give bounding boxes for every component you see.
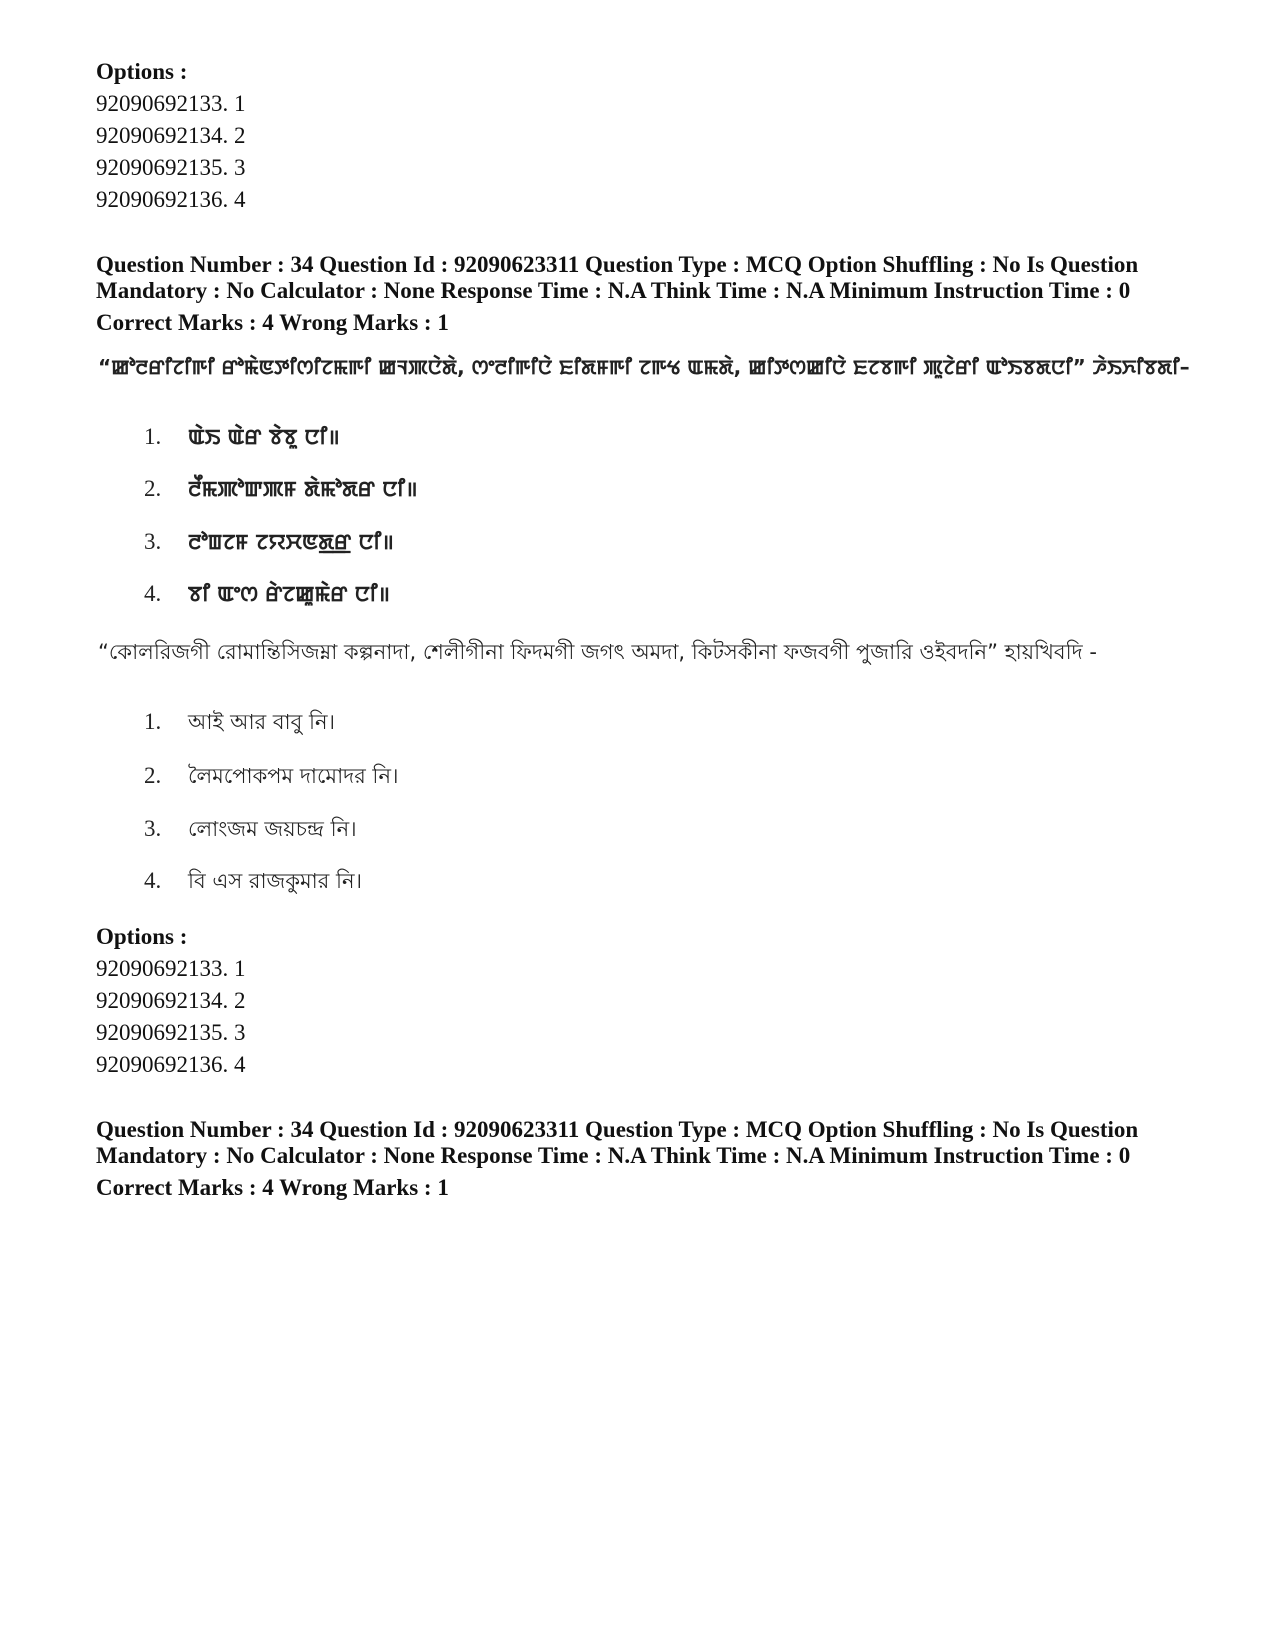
choice-text: আই আর বাবু নি। (188, 710, 336, 734)
option-line: 92090692135. 3 (96, 1020, 246, 1045)
option-line: 92090692134. 2 (96, 988, 246, 1013)
options-label: Options : (96, 59, 188, 84)
option-line: 92090692133. 1 (96, 91, 246, 116)
question-meta-2 (96, 1117, 1186, 1201)
option-line: 92090692135. 3 (96, 155, 246, 180)
choice-text: লৈমপোকপম দামোদর নি। (188, 764, 399, 788)
question-text-meitei: “ꯀꯣꯂꯔꯤꯖꯤꯒꯤ ꯔꯣꯃꯥꯟꯇꯤꯁꯤꯖꯃꯒꯤ ꯀꯜꯄꯅꯥꯗꯥ, ꯁꯦꯂꯤꯒꯤꯅꯥ ꯐꯤꯗꯝꯒꯤ ꯖꯒꯠ ꯑꯃꯗꯥ, ꯀꯤꯇꯁꯀꯤꯅꯥ ꯐꯖꯕꯒꯤ ꯄꯨꯖꯥꯔꯤ ꯑꯣꯏꯕꯗꯅꯤ” ꯍꯥꯏꯈꯤꯕꯗꯤ– (98, 355, 1190, 379)
question-meta-line: Question Number : 34 Question Id : 92090623311 Question Type : MCQ Option Shuffling : No Is Question (96, 252, 1139, 277)
answer-choice (144, 422, 1044, 452)
choice-text: বি এস রাজকুমার নি। (188, 869, 363, 893)
choice-number: 1. (144, 424, 162, 449)
answer-choice (144, 474, 1044, 504)
answer-choice (144, 527, 1044, 557)
question-marks: Correct Marks : 4 Wrong Marks : 1 (96, 310, 449, 335)
choice-number: 3. (144, 816, 162, 841)
choice-text: ꯂꯩꯃꯄꯣꯛꯄꯝ ꯗꯥꯃꯣꯗꯔ ꯅꯤ॥ (188, 477, 418, 501)
question-meta-1 (96, 252, 1186, 336)
answer-choice (144, 707, 1044, 737)
choice-text: ꯑꯥꯏ ꯑꯥꯔ ꯕꯥꯕꯨ ꯅꯤ॥ (188, 425, 340, 449)
choice-text: ꯂꯣꯡꯖꯝ ꯖꯌꯆꯟꯗ꯭ꯔ ꯅꯤ॥ (188, 530, 394, 554)
options-block-top (96, 56, 1186, 216)
question-marks: Correct Marks : 4 Wrong Marks : 1 (96, 1175, 449, 1200)
answer-choice (144, 579, 1044, 609)
options-label: Options : (96, 924, 188, 949)
answer-choice (144, 761, 1044, 791)
question-meta-line: Question Number : 34 Question Id : 92090623311 Question Type : MCQ Option Shuffling : No Is Question (96, 1117, 1139, 1142)
choice-number: 4. (144, 581, 162, 606)
choice-number: 1. (144, 709, 162, 734)
choice-text: লোংজম জয়চন্দ্র নি। (188, 817, 357, 841)
question-meta-line: Mandatory : No Calculator : None Response Time : N.A Think Time : N.A Minimum Instruction Time : 0 (96, 278, 1131, 303)
choice-number: 2. (144, 476, 162, 501)
choice-text: ꯕꯤ ꯑꯦꯁ ꯔꯥꯖꯀꯨꯃꯥꯔ ꯅꯤ॥ (188, 582, 391, 606)
question-text-bengali: “কোলরিজগী রোমান্তিসিজম্না কল্পনাদা, শেলীগীনা ফিদমগী জগৎ অমদা, কিটসকীনা ফজবগী পুজারি ওইবদনি” হায়খিবদি - (98, 640, 1097, 664)
choice-number: 2. (144, 763, 162, 788)
options-block-bottom (96, 921, 1186, 1081)
option-line: 92090692134. 2 (96, 123, 246, 148)
answer-choice (144, 814, 1044, 844)
option-line: 92090692133. 1 (96, 956, 246, 981)
option-line: 92090692136. 4 (96, 1052, 246, 1077)
choice-number: 4. (144, 868, 162, 893)
answer-choice (144, 866, 1044, 896)
option-line: 92090692136. 4 (96, 187, 246, 212)
choice-number: 3. (144, 529, 162, 554)
question-meta-line: Mandatory : No Calculator : None Response Time : N.A Think Time : N.A Minimum Instruction Time : 0 (96, 1143, 1131, 1168)
